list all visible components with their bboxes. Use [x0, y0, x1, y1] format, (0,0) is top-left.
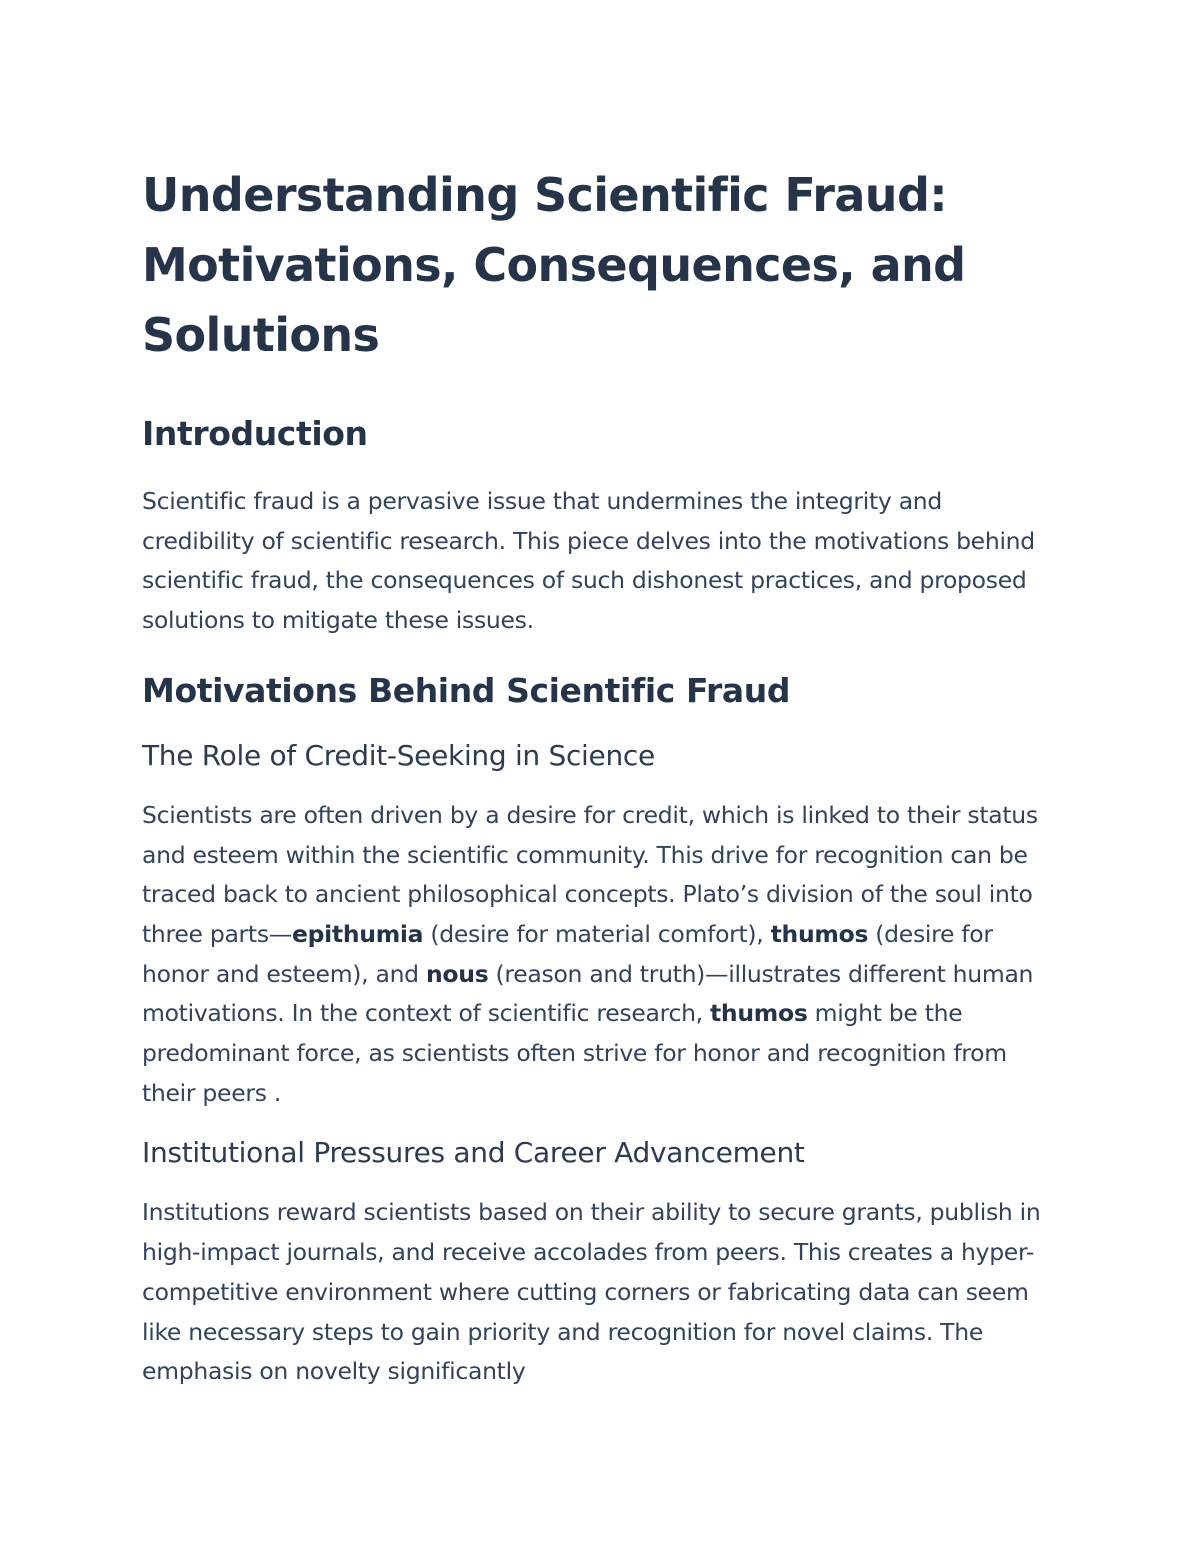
document-title: Understanding Scientific Fraud: Motivations, Consequences, and Solutions — [142, 168, 966, 362]
term-thumos-second: thumos — [710, 999, 808, 1028]
term-thumos: thumos — [770, 919, 869, 948]
motivations-heading: Motivations Behind Scientific Fraud — [142, 670, 791, 710]
document-page — [142, 160, 1052, 1392]
credit-text-1: Scientists are often driven by a desire for credit, which is linked to their status and esteem within the scientific community. This drive for recognition can be traced back to ancient philosophical concepts. Plato’s division of the soul into three parts— — [142, 800, 1038, 948]
credit-text-5: might be the predominant force, as scientists often strive for honor and recognition from their peers . — [142, 999, 1007, 1107]
credit-text-4: (reason and truth)—illustrates different human motivations. In the context of scientific research, — [142, 959, 1034, 1028]
introduction-paragraph: Scientific fraud is a pervasive issue that undermines the integrity and credibility of scientific research. This piece delves into the motivations behind scientific fraud, the consequences of such dishonest practices, and proposed solutions to mitigate these issues. — [142, 487, 1035, 635]
institutional-pressures-paragraph: Institutions reward scientists based on their ability to secure grants, publish in high-impact journals, and receive accolades from peers. This creates a hyper-competitive environment where cutting corners or fabricating data can seem like necessary steps to gain priority and recognition for novel claims. The emphasis on novelty significantly — [142, 1198, 1041, 1386]
term-nous: nous — [425, 959, 489, 988]
credit-seeking-heading: The Role of Credit-Seeking in Science — [142, 738, 655, 772]
credit-text-3: (desire for honor and esteem), and — [142, 919, 993, 988]
credit-seeking-paragraph — [142, 796, 1052, 1114]
credit-text-2: (desire for material comfort), — [423, 919, 771, 948]
introduction-heading: Introduction — [142, 414, 368, 453]
term-epithumia: epithumia — [291, 919, 424, 948]
institutional-pressures-heading: Institutional Pressures and Career Advancement — [142, 1136, 805, 1170]
